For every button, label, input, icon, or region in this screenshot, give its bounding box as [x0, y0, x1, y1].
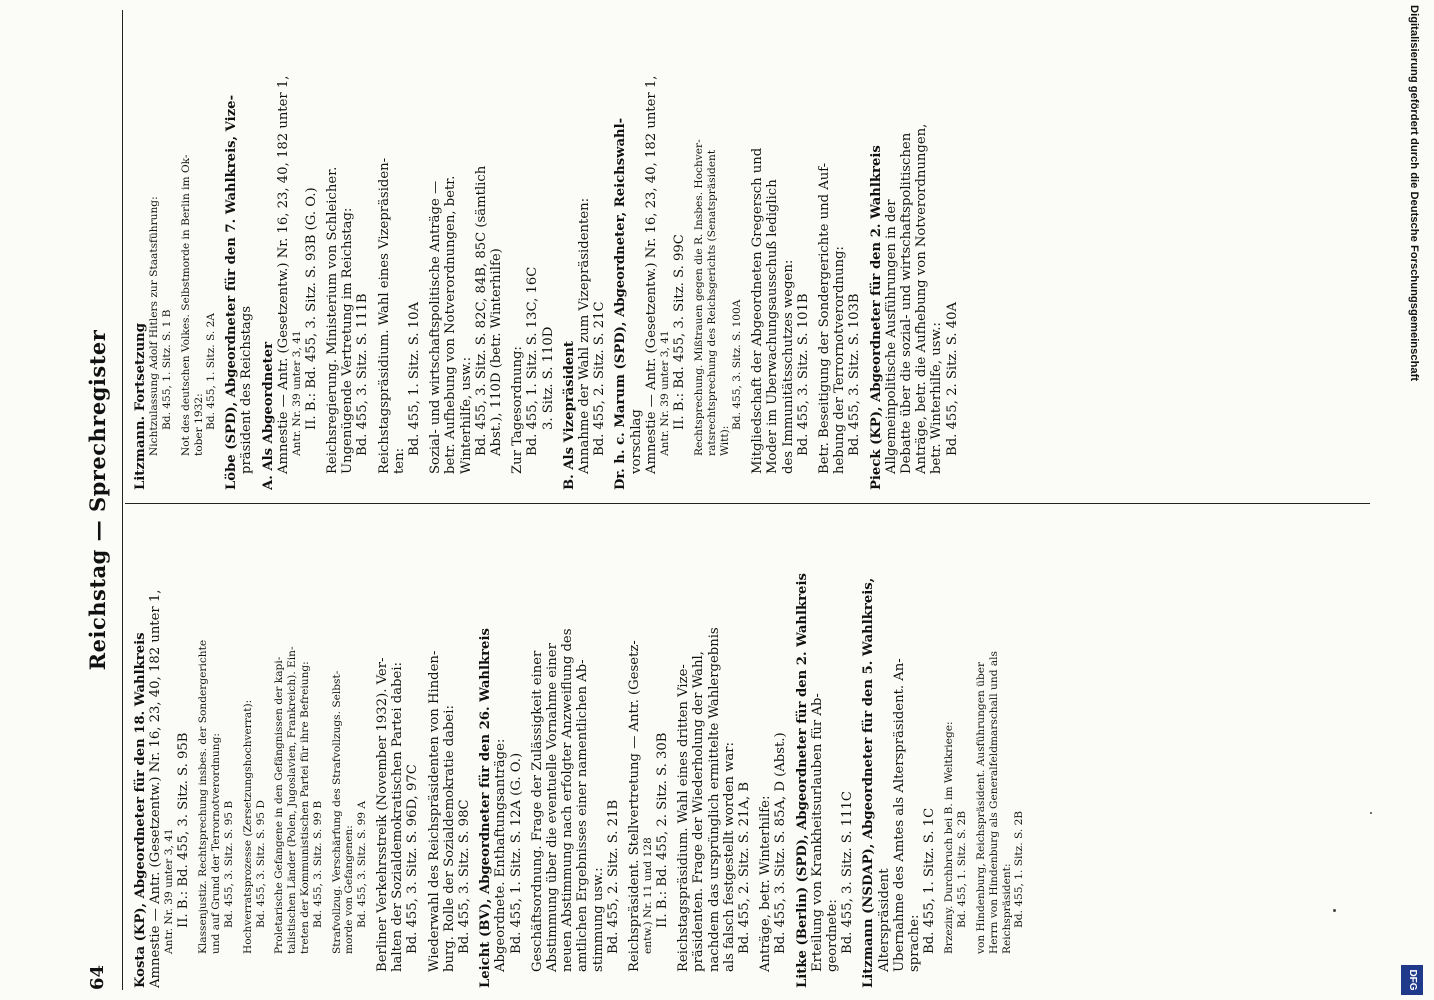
register-line: Winterhilfe, usw.:	[458, 356, 474, 474]
register-line: präsident des Reichstags	[239, 306, 255, 474]
register-line: betr. Aufhebung von Notverordnungen, betr.	[443, 175, 459, 474]
register-entry	[861, 516, 937, 988]
register-line: Abgeordnete. Enthaftungsanträge:	[493, 738, 509, 972]
register-line: morde von Gefangenen:	[343, 825, 356, 954]
register-entry	[428, 18, 504, 490]
register-line: B. Als Vizepräsident	[561, 341, 577, 490]
register-line: Bd. 455, 3. Sitz. S. 101B	[795, 293, 811, 456]
register-line: Amnestie — Antr. (Gesetzentw.) Nr. 16, 23, 40, 182 unter 1,	[148, 589, 164, 988]
register-line: Abstimmung über die eventuelle Vornahme einer	[545, 643, 560, 972]
register-entry	[325, 18, 371, 490]
register-line: präsidenten. Frage der Wiederholung der Wahl,	[691, 651, 707, 972]
register-line: Leicht (BV), Abgeordneter für den 26. Wahlkreis	[478, 628, 494, 988]
register-entry	[375, 516, 421, 988]
register-line: treten der Kommunistischen Partei für ihre Befreiung:	[298, 661, 311, 954]
register-line: Allgemeinpolitische Ausführungen in der	[883, 199, 899, 474]
register-line: Annahme der Wahl zum Vizepräsidenten:	[577, 197, 593, 474]
register-line: Moder im Überwachungsausschuß lediglich	[765, 179, 781, 474]
register-line: Anträge, betr. Winterhilfe:	[758, 795, 774, 972]
register-line: hebung der Terrornotverordnung:	[832, 246, 848, 474]
register-line: Bd. 455, 3. Sitz. S. 95 D	[254, 800, 267, 928]
register-line: amtlichen Ergebnisses einer namentlichen Ab-	[575, 659, 591, 972]
register-line: Herrn von Hindenburg als Generalfeldmarschall und als	[987, 651, 1000, 954]
register-line: stimmung usw.:	[590, 867, 606, 972]
register-line: Litzmann. Fortsetzung	[133, 323, 148, 490]
register-entry	[180, 18, 218, 490]
register-entry	[377, 18, 423, 490]
register-line: Reichsregierung. Ministerium von Schleicher.	[325, 166, 340, 474]
header-rule	[122, 10, 123, 990]
register-entry	[693, 18, 744, 490]
register-line: Bd. 455, 3. Sitz. S. 99 A	[356, 800, 369, 928]
register-line: Strafvollzug. Verschärfung des Strafvollzugs. Selbst-	[330, 670, 343, 954]
register-line: talistischen Länder (Polen, Jugoslavien, Frankreich). Ein-	[286, 646, 299, 954]
register-entry	[331, 516, 369, 988]
rotated-page-content	[85, 10, 1375, 990]
register-line: Bd. 455, 3. Sitz. S. 99 B	[311, 800, 324, 928]
register-line: Proletarische Gefangene in den Gefängnissen der kapi-	[273, 656, 286, 954]
digitization-note: Digitalisierung gefördert durch die Deutsche Forschungsgemeinschaft	[1408, 5, 1420, 382]
register-line: Kosta (KP), Abgeordneter für den 18. Wahlkreis	[133, 632, 148, 988]
register-line: Wiederwahl des Reichspräsidenten von Hinden-	[426, 650, 442, 972]
register-line: II. B.: Bd. 455, 3. Sitz. S. 95B	[176, 732, 192, 928]
register-line: Not des deutschen Volkes. Selbstmorde in Berlin im Ok-	[179, 154, 192, 456]
register-line: tober 1932:	[192, 393, 205, 456]
register-line: entw.) Nr. 11 und 128	[642, 837, 655, 954]
register-line: Bd. 455, 3. Sitz. S. 85A, D (Abst.)	[773, 732, 789, 954]
register-line: Bd. 455, 1. Sitz. S. 12A (G. O.)	[508, 752, 524, 954]
register-line: Amnestie — Antr. (Gesetzentw.) Nr. 16, 23, 40, 182 unter 1,	[275, 75, 291, 474]
register-entry	[975, 516, 1026, 988]
register-line: Rechtsprechung. Mißtrauen gegen die R. Insbes. Hochver-	[693, 139, 706, 456]
register-line: halten der Sozialdemokratischen Partei dabei:	[390, 662, 406, 972]
register-entry	[613, 18, 687, 490]
register-line: Amnestie — Antr. (Gesetzentw.) Nr. 16, 23, 40, 182 unter 1,	[643, 75, 659, 474]
dfg-logo: DFG	[1401, 965, 1423, 995]
register-entry	[197, 516, 235, 988]
register-line: neuen Abstimmung nach erfolgter Anzweiflung des	[560, 628, 576, 972]
register-line: Mitgliedschaft der Abgeordneten Gregersch und	[750, 147, 766, 474]
register-line: Anträge, betr. die Aufhebung von Notverordnungen,	[914, 123, 930, 474]
register-line: Reichstagspräsidium. Wahl eines dritten Vize-	[676, 664, 692, 972]
digitization-footer	[1392, 5, 1426, 995]
register-line: vorschlag	[628, 409, 644, 474]
page-number: 64	[87, 964, 108, 990]
register-entry	[261, 18, 319, 490]
register-line: Dr. h. c. Marum (SPD), Abgeordneter, Reichswahl-	[613, 117, 629, 490]
register-line: von Hindenburg, Reichspräsident. Ausführungen über	[975, 661, 988, 954]
register-entry	[133, 516, 191, 988]
register-line: des Immunitätsschutzes wegen:	[780, 259, 796, 474]
register-line: Litke (Berlin) (SPD), Abgeordneter für den 2. Wahlkreis	[794, 573, 810, 988]
register-entry	[133, 18, 174, 490]
register-line: betr. Winterhilfe, usw.:	[929, 322, 945, 474]
register-line: Bd. 455, 3. Sitz. S. 82C, 84B, 85C (sämtlich	[473, 165, 489, 456]
register-line: Reichstagspräsidium. Wahl eines Vizepräsiden-	[376, 157, 392, 474]
column-divider	[125, 503, 1370, 504]
register-line: Bd. 455, 2. Sitz. S. 40A	[944, 302, 960, 456]
register-line: 3. Sitz. S. 110D	[540, 326, 556, 430]
register-entry	[817, 18, 863, 490]
register-line: Bd. 455, 1. Sitz. S. 13C, 16C	[525, 266, 541, 456]
right-column	[133, 18, 966, 490]
register-line: Erteilung von Krankheitsurlauben für Ab-	[809, 693, 825, 972]
register-line: und auf Grund der Terrornotverordnung:	[210, 733, 223, 954]
register-line: nachdem das ursprünglich ermittelte Wahlergebnis	[706, 627, 722, 972]
register-line: Bd. 455, 3. Sitz. S. 111C	[840, 791, 856, 954]
left-column	[133, 516, 1032, 988]
register-line: Witt):	[718, 425, 731, 456]
register-line: Bd. 455, 1. Sitz. S. 10A	[407, 302, 423, 456]
register-line: Bd. 455, 1. Sitz. S. 2A	[205, 313, 218, 430]
register-line: Berliner Verkehrsstreik (November 1932). Ver-	[374, 657, 390, 972]
register-line: Antr. Nr. 39 unter 3, 41	[163, 828, 176, 954]
scan-speck	[1370, 812, 1372, 814]
register-line: Bd. 455, 2. Sitz. S. 21B	[605, 799, 621, 954]
register-entry	[242, 516, 268, 988]
scan-speck	[1333, 909, 1336, 912]
register-entry	[750, 18, 811, 490]
register-line: II. B.: Bd. 455, 3. Sitz. S. 99C	[671, 234, 687, 430]
register-line: Bd. 455, 3. Sitz. S. 100A	[731, 299, 744, 430]
register-entry	[530, 516, 621, 988]
register-entry	[758, 516, 788, 988]
register-entry	[869, 18, 960, 490]
register-line: burg. Rolle der Sozialdemokratie dabei:	[441, 705, 457, 972]
register-line: II. B.: Bd. 455, 3. Sitz. S. 93B (G. O.)	[303, 187, 319, 430]
register-line: Alterspräsident	[876, 868, 892, 972]
register-line: Bd. 455, 3. Sitz. S. 98C	[456, 799, 472, 954]
register-entry	[562, 18, 608, 490]
page-header	[85, 10, 119, 990]
register-entry	[427, 516, 473, 988]
register-line: Sozial- und wirtschaftspolitische Anträge —	[428, 180, 444, 474]
register-line: Reichspräsident. Stellvertretung — Antr. (Gesetz-	[627, 640, 643, 972]
register-line: Reichspräsident:	[1000, 863, 1013, 954]
register-entry	[478, 516, 524, 988]
register-line: sprache:	[907, 914, 923, 972]
register-line: Nichtzulassung Adolf Hitlers zur Staatsführung:	[148, 196, 161, 456]
register-line: ten:	[391, 447, 407, 474]
register-line: Zur Tagesordnung:	[510, 346, 526, 474]
register-line: Bd. 455, 3. Sitz. S. 95 B	[223, 800, 235, 928]
register-line: Löbe (SPD), Abgeordneter für den 7. Wahlkreis, Vize-	[224, 94, 240, 490]
register-line: geordnete:	[825, 899, 841, 972]
register-line: Bd. 455, 2. Sitz. S. 21A, B	[737, 781, 753, 954]
register-line: Betr. Beseitigung der Sondergerichte und Auf-	[817, 162, 833, 474]
register-line: Bd. 455, 1. Sitz. S. 1C	[922, 807, 938, 954]
register-line: Bd. 455, 3. Sitz. S. 103B	[847, 293, 863, 456]
register-line: Bd. 455, 3. Sitz. S. 96D, 97C	[405, 764, 421, 954]
register-line: Brzeziny. Durchbruch bei B. im Weltkriege:	[943, 721, 956, 954]
register-line: Bd. 455, 1. Sitz. S. 1 B	[161, 309, 173, 430]
register-line: ratsrechtsprechung des Reichsgerichts (Senatspräsident	[705, 149, 718, 456]
register-line: Hochverratsprozesse (Zersetzungshochverrat):	[241, 699, 254, 954]
register-entry	[627, 516, 670, 988]
register-entry	[273, 516, 324, 988]
register-entry	[795, 516, 856, 988]
register-line: Ungenügende Vertretung im Reichstag:	[340, 207, 356, 474]
register-line: Litzmann (NSDAP), Abgeordneter für den 5. Wahlkreis,	[861, 577, 877, 988]
register-line: Abst.), 110D (betr. Winterhilfe)	[489, 248, 505, 456]
register-entry	[510, 18, 556, 490]
register-entry	[943, 516, 969, 988]
register-line: Bd. 455, 2. Sitz. S. 21C	[592, 301, 608, 456]
register-line: Übernahme des Amtes als Alterspräsident. An-	[891, 658, 907, 972]
register-entry	[224, 18, 254, 490]
register-line: Pieck (KP), Abgeordneter für den 2. Wahlkreis	[868, 145, 884, 490]
register-line: Debatte über die sozial- und wirtschaftspolitischen	[899, 132, 915, 474]
register-entry	[676, 516, 752, 988]
register-line: Bd. 455, 3. Sitz. S. 111B	[355, 293, 371, 456]
register-line: Bd. 455, 1. Sitz. S. 2B	[1013, 810, 1026, 928]
register-line: Antr. Nr. 39 unter 3, 41	[291, 330, 303, 456]
register-line: II. B.: Bd. 455, 2. Sitz. S. 30B	[655, 732, 671, 928]
register-line: Antr. Nr. 39 unter 3, 41	[659, 330, 672, 456]
register-line: A. Als Abgeordneter	[260, 341, 276, 490]
running-title: Reichstag — Sprechregister	[85, 329, 110, 671]
register-line: als falsch festgestellt worden war:	[721, 742, 737, 972]
register-line: Geschäftsordnung. Frage der Zulässigkeit einer	[529, 650, 545, 972]
register-line: Bd. 455, 1. Sitz. S. 2B	[956, 810, 969, 928]
register-line: Klassenjustiz. Rechtsprechung insbes. der Sondergerichte	[197, 639, 210, 954]
